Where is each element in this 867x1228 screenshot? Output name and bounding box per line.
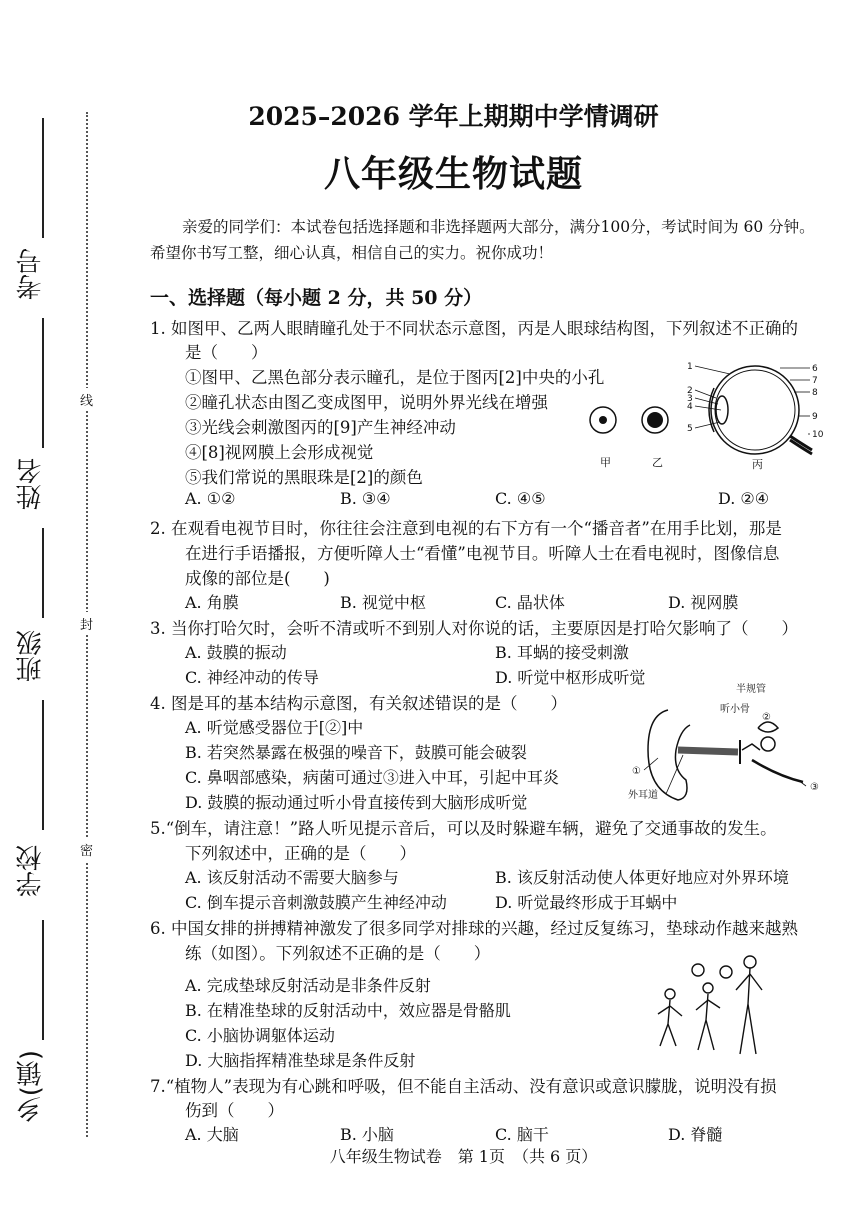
q2-stem: 2. 在观看电视节目时，你往往会注意到电视的右下方有一个“播音者”在用手比划，那是 bbox=[150, 519, 782, 538]
seal-char-seal: 封 bbox=[80, 612, 93, 635]
q4-option-d: D. 鼓膜的振动通过听小骨直接传到大脑形成听觉 bbox=[185, 793, 528, 812]
eye-label-5: 5 bbox=[687, 424, 693, 434]
intro-text: 亲爱的同学们：本试卷包括选择题和非选择题两大部分，满分100分，考试时间为 60 分钟。希望你书写工整，细心认真，相信自己的实力。祝你成功！ bbox=[150, 218, 815, 262]
seal-char-secret: 密 bbox=[80, 838, 93, 861]
q5-stem: 5.“倒车，请注意！”路人听见提示音后，可以及时躲避车辆，避免了交通事故的发生。 bbox=[150, 819, 777, 838]
eyeball bbox=[709, 366, 812, 454]
exam-title: 2025–2026 学年上期期中学情调研 bbox=[248, 102, 659, 131]
label-school: 学校 bbox=[16, 845, 46, 897]
semicircular-canal bbox=[758, 722, 778, 732]
pupil-yi bbox=[647, 412, 663, 428]
q7-option-b: B. 小脑 bbox=[340, 1125, 394, 1144]
label-township: 乡(镇) bbox=[16, 1050, 46, 1123]
exam-subtitle: 八年级生物试题 bbox=[323, 153, 583, 195]
ear-num-3: ③ bbox=[810, 782, 819, 793]
q1-statement: ③光线会刺激图丙的[9]产生神经冲动 bbox=[185, 418, 456, 437]
player-2 bbox=[696, 983, 720, 1050]
q3-stem: 3. 当你打哈欠时，会听不清或听不到别人对你说的话，主要原因是打哈欠影响了（ ） bbox=[150, 619, 798, 638]
eye-label-3: 3 bbox=[687, 394, 693, 404]
q7-stem: 7.“植物人”表现为有心跳和呼吸，但不能自主活动、没有意识或意识朦胧，说明没有损 bbox=[150, 1077, 777, 1096]
q7-stem-cont: 伤到（ ） bbox=[185, 1101, 284, 1120]
q6-stem: 6. 中国女排的拼搏精神激发了很多同学对排球的兴趣，经过反复练习，垫球动作越来越熟 bbox=[150, 919, 798, 938]
seal-char-line: 线 bbox=[80, 388, 93, 411]
blank-line bbox=[42, 528, 44, 618]
q6-option-a: A. 完成垫球反射活动是非条件反射 bbox=[185, 976, 431, 995]
q6-option-b: B. 在精准垫球的反射活动中，效应器是骨骼肌 bbox=[185, 1001, 511, 1020]
fig-label-bing: 丙 bbox=[752, 458, 763, 471]
eye-label-7: 7 bbox=[812, 376, 818, 386]
q6-stem-cont: 练（如图）。下列叙述不正确的是（ ） bbox=[185, 944, 491, 963]
blank-line bbox=[42, 920, 44, 1040]
q1-statement: ⑤我们常说的黑眼珠是[2]的颜色 bbox=[185, 468, 423, 487]
q4-option-a: A. 听觉感受器位于[②]中 bbox=[185, 718, 364, 737]
ear-label-ossicles: 听小骨 bbox=[720, 704, 750, 715]
ear-canal bbox=[678, 750, 738, 752]
q5-option-b: B. 该反射活动使人体更好地应对外界环境 bbox=[495, 868, 789, 887]
q2-stem-cont: 成像的部位是( ) bbox=[185, 569, 330, 588]
q3-option-a: A. 鼓膜的振动 bbox=[185, 643, 287, 662]
q4-option-b: B. 若突然暴露在极强的噪音下，鼓膜可能会破裂 bbox=[185, 743, 527, 762]
ear-diagram bbox=[628, 680, 828, 810]
ear-label-canal: 外耳道 bbox=[628, 790, 658, 801]
player-1 bbox=[658, 989, 682, 1046]
q2-stem-cont: 在进行手语播报，方便听障人士“看懂”电视节目。听障人士在看电视时，图像信息 bbox=[185, 544, 780, 563]
q1-stem: 1. 如图甲、乙两人眼睛瞳孔处于不同状态示意图，丙是人眼球结构图，下列叙述不正确的 bbox=[150, 319, 798, 338]
q1-statement: ②瞳孔状态由图乙变成图甲，说明外界光线在增强 bbox=[185, 393, 548, 412]
q3-option-d: D. 听觉中枢形成听觉 bbox=[495, 668, 646, 687]
eye-label-8: 8 bbox=[812, 388, 818, 398]
eye-label-2: 2 bbox=[687, 386, 693, 396]
eye-label-6: 6 bbox=[812, 364, 818, 374]
blank-line bbox=[42, 318, 44, 448]
q1-stem-cont: 是（ ） bbox=[185, 343, 268, 362]
page-footer: 八年级生物试卷 第 1页 （共 6 页） bbox=[329, 1147, 598, 1166]
fig-label-jia: 甲 bbox=[600, 456, 611, 469]
q1-option-c: C. ④⑤ bbox=[495, 489, 546, 508]
ear-num-1: ① bbox=[632, 766, 641, 777]
q1-option-d: D. ②④ bbox=[718, 489, 770, 508]
q3-option-c: C. 神经冲动的传导 bbox=[185, 668, 319, 687]
volleyball-illustration bbox=[650, 950, 780, 1062]
label-class: 班级 bbox=[16, 630, 46, 682]
q2-option-b: B. 视觉中枢 bbox=[340, 593, 426, 612]
q2-option-a: A. 角膜 bbox=[185, 593, 239, 612]
eustachian-tube bbox=[752, 760, 803, 782]
q5-option-a: A. 该反射活动不需要大脑参与 bbox=[185, 868, 399, 887]
ear-label-semicircular: 半规管 bbox=[736, 684, 766, 695]
cochlea bbox=[761, 737, 775, 751]
pupil-jia bbox=[599, 416, 607, 424]
ball-1 bbox=[692, 964, 704, 976]
q2-option-d: D. 视网膜 bbox=[668, 593, 739, 612]
q5-option-c: C. 倒车提示音刺激鼓膜产生神经冲动 bbox=[185, 893, 447, 912]
q5-stem-cont: 下列叙述中，正确的是（ ） bbox=[185, 844, 416, 863]
q4-stem: 4. 图是耳的基本结构示意图，有关叙述错误的是（ ） bbox=[150, 694, 567, 713]
q6-option-d: D. 大脑指挥精准垫球是条件反射 bbox=[185, 1051, 416, 1070]
q4-option-c: C. 鼻咽部感染，病菌可通过③进入中耳，引起中耳炎 bbox=[185, 768, 559, 787]
q1-option-b: B. ③④ bbox=[340, 489, 391, 508]
q3-option-b: B. 耳蜗的接受刺激 bbox=[495, 643, 629, 662]
eye-label-1: 1 bbox=[687, 362, 693, 372]
section-heading: 一、选择题（每小题 2 分，共 50 分） bbox=[150, 287, 483, 309]
eye-diagram bbox=[580, 358, 830, 474]
q1-statement: ④[8]视网膜上会形成视觉 bbox=[185, 443, 374, 462]
eye-label-10: 10 bbox=[812, 430, 824, 440]
eye-label-9: 9 bbox=[812, 412, 818, 422]
ear-num-2: ② bbox=[762, 712, 771, 723]
label-name: 姓名 bbox=[16, 458, 46, 510]
ossicles bbox=[742, 744, 760, 750]
q5-option-d: D. 听觉最终形成于耳蜗中 bbox=[495, 893, 678, 912]
q1-option-a: A. ①② bbox=[185, 489, 236, 508]
q1-statement: ①图甲、乙黑色部分表示瞳孔，是位于图丙[2]中央的小孔 bbox=[185, 368, 605, 387]
player-3 bbox=[736, 956, 762, 1054]
fig-label-yi: 乙 bbox=[652, 456, 663, 469]
q7-option-c: C. 脑干 bbox=[495, 1125, 549, 1144]
eye-label-4: 4 bbox=[687, 402, 693, 412]
q2-option-c: C. 晶状体 bbox=[495, 593, 565, 612]
ball-2 bbox=[720, 966, 732, 978]
q7-option-a: A. 大脑 bbox=[185, 1125, 239, 1144]
blank-line bbox=[42, 700, 44, 830]
q7-option-d: D. 脊髓 bbox=[668, 1125, 723, 1144]
label-exam-number: 考号 bbox=[16, 248, 46, 300]
q6-option-c: C. 小脑协调躯体运动 bbox=[185, 1026, 335, 1045]
